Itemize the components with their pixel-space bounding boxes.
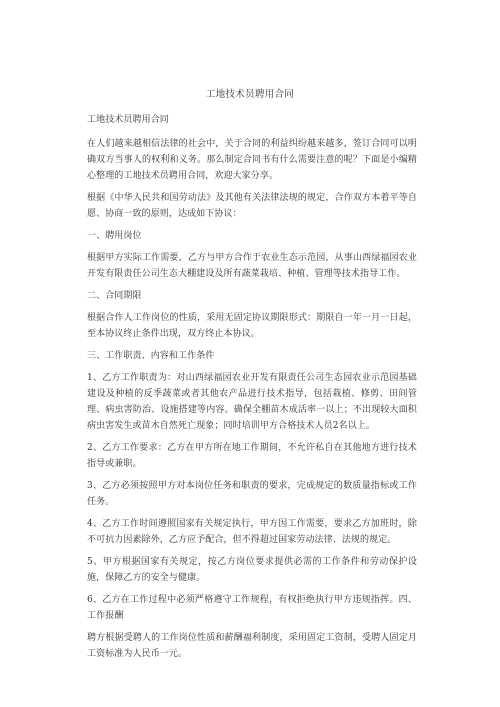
document-body	[87, 112, 417, 668]
section-heading-duties: 三、工作职责、内容和工作条件	[87, 351, 215, 361]
section-heading-term: 二、合同期限	[87, 291, 142, 301]
duty-item-4: 4、乙方工作时间遵照国家有关规定执行，甲方因工作需要，要求乙方加班时，除不可抗力因素除外，乙方应予配合，但不得超过国家劳动法律、法规的规定。	[87, 519, 417, 545]
term-paragraph: 根据合作人工作岗位的性质，采用无固定协议期限形式：期限自一年一月一日起，至本协议终止条件出现，双方终止本协议。	[87, 313, 417, 339]
duty-item-5: 5、甲方根据国家有关规定，按乙方岗位要求提供必需的工作条件和劳动保护设施，保障乙方的安全与健康。	[87, 557, 417, 583]
intro-paragraph: 在人们越来越相信法律的社会中，关于合同的利益纠纷越来越多，签订合同可以明确双方当事人的权利和义务。那么制定合同书有什么需要注意的呢？下面是小编精心整理的工地技术员聘用合同，欢迎大家分享。	[87, 139, 417, 181]
duty-item-6: 6、乙方在工作过程中必须严格遵守工作规程，有权拒绝执行甲方违规指挥。四、工作报酬	[87, 595, 417, 621]
duty-item-3: 3、乙方必须按照甲方对本岗位任务和职责的要求，完成规定的数质量指标或工作任务。	[87, 481, 417, 507]
position-paragraph: 根据甲方实际工作需要，乙方与甲方合作于农业生态示范园，从事山西绿福园农业开发有限责任公司生态大棚建设及所有蔬菜栽培、种植、管理等技术指导工作。	[87, 253, 417, 279]
duty-item-1: 1、乙方工作职责为：对山西绿福园农业开发有限责任公司生态园农业示范园基础建设及种植的反季蔬菜或者其他农产品进行技术指导，包括栽植、修剪、田间管理、病虫害防治、设施搭建等内容。确保全棚苗木成活率一以上；不出现较大面积病虫害发生或苗木自然死亡现象；同时培训甲方合格技术人员2名以上。	[87, 373, 417, 431]
document-title: 工地技术员聘用合同	[205, 89, 295, 100]
section-heading-position: 一、聘用岗位	[87, 231, 142, 241]
legal-basis-paragraph: 根据《中华人民共和国劳动法》及其他有关法律法规的规定，合作双方本着平等自愿、协商一致的原则，达成如下协议：	[87, 193, 417, 219]
subtitle: 工地技术员聘用合同	[87, 115, 169, 125]
salary-paragraph: 聘方根据受聘人的工作岗位性质和薪酬福利制度，采用固定工资制，受聘人固定月工资标准为人民币一元。	[87, 633, 417, 659]
duty-item-2: 2、乙方工作要求：乙方在甲方所在地工作期间，不允许私自在其他地方进行技术指导或兼职。	[87, 443, 417, 469]
